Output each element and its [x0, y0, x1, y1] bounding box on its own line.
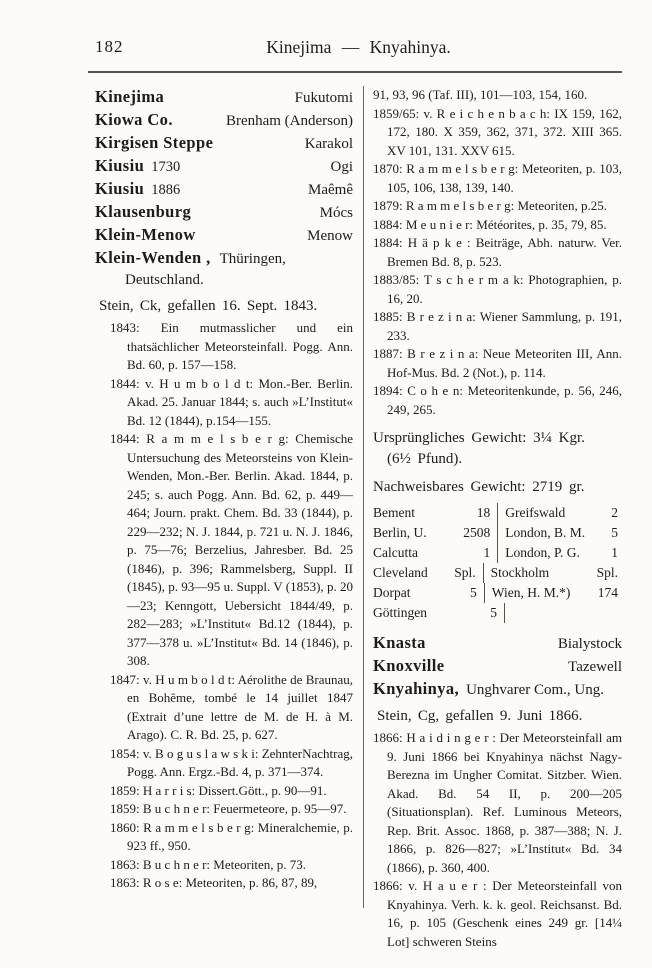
entry-year: 1866:	[373, 878, 403, 893]
entry-year: 1884:	[373, 235, 403, 250]
headword-row	[95, 155, 353, 178]
bibliography-entry	[110, 671, 353, 745]
headword-row-klein-wenden	[95, 247, 353, 270]
table-right-pair	[497, 523, 622, 543]
entry-year: 1859:	[110, 801, 140, 816]
entry-text: B r e z i n a: Wiener Sammlung, p. 191, 233.	[387, 309, 623, 343]
table-cell-value: 174	[597, 585, 618, 600]
table-right-pair	[497, 503, 622, 523]
entry-year: 1843:	[110, 320, 140, 335]
headword-row	[95, 109, 353, 132]
table-cell-value: 1	[483, 545, 491, 560]
entry-year: 1860:	[110, 819, 140, 835]
right-column	[373, 86, 622, 951]
headword-left	[95, 132, 213, 155]
headword-suffix: 1730	[151, 159, 181, 175]
table-right-pair	[483, 563, 622, 583]
entry-year: 1885:	[373, 309, 403, 324]
entry-text: B u c h n e r: Meteoriten, p. 73.	[142, 856, 307, 872]
headword-left	[95, 201, 191, 224]
headword-row	[373, 632, 622, 655]
entry-year: 1883/85:	[373, 272, 420, 287]
original-weight-line2: (6½ Pfund).	[387, 451, 463, 467]
headword-synonym: Brenham (Anderson)	[225, 113, 353, 129]
bibliography-entry	[110, 819, 353, 856]
headword-row	[95, 178, 353, 201]
table-cell-value: 2508	[463, 525, 491, 540]
headword-synonym: Fukutomi	[294, 90, 353, 106]
entry-year: 1879:	[373, 198, 403, 213]
table-cell-value: 5	[470, 585, 477, 600]
headword-synonym: Karakol	[304, 136, 353, 152]
entry-year: 1854:	[110, 745, 140, 761]
headword-left	[95, 178, 180, 201]
table-cell-place: London, P. G.	[505, 545, 580, 560]
bibliography-entry	[110, 745, 354, 782]
headword-location-line2: Deutschland.	[125, 272, 204, 288]
bibliography-entry	[373, 234, 622, 271]
entry-text: H a i d i n g e r : Der Meteorsteinfall am 9. Juni 1866 bei Knyahinya nächst Nagy-Berezna im Ungher Comitat. Sitzber. Wien. Akad. Bd. 54 II, p. 200—205 (Situationsplan). Ref. Luminous Meteors, Rep. Brit. Assoc. 1868, p. 387—388; N. J. 1866, p. 826—827; »L’Institut« Bd. 34 (1866), p. 360, 400.	[387, 730, 623, 875]
bibliography-entry	[373, 877, 622, 951]
table-row	[373, 603, 622, 623]
entry-year: 1866:	[373, 730, 403, 745]
headword-synonym: Bialystock	[557, 636, 622, 652]
table-cell-place: Bement	[373, 505, 415, 520]
entry-text: v. H u m b o l d t: Mon.-Ber. Berlin. Akad. 25. Januar 1844; s. auch »L’Institut« Bd. 12 (1844), p.154—155.	[127, 375, 353, 428]
headword-location: Unghvarer Com., Ung.	[466, 682, 604, 698]
entry-year: 1844:	[110, 375, 140, 391]
page-number: 182	[95, 37, 124, 56]
bibliography-entry	[373, 197, 622, 216]
table-cell-value: Spl.	[454, 565, 476, 580]
bibliography-entry	[373, 271, 623, 308]
bibliography-entry	[373, 160, 623, 197]
table-cell-value: 5	[611, 525, 618, 540]
headword-left	[95, 109, 173, 132]
table-row	[373, 563, 622, 583]
original-weight-line: Ursprüngliches Gewicht: 3¼ Kgr.	[373, 430, 585, 446]
headword-left	[95, 86, 164, 109]
bibliography-entry	[373, 382, 623, 419]
table-cell-place: Calcutta	[373, 545, 418, 560]
headword-name: Klein-Menow	[95, 225, 196, 244]
table-right-pair	[497, 543, 622, 563]
table-cell-place	[512, 603, 618, 623]
bibliography-entry	[373, 345, 623, 382]
headword-left	[95, 224, 196, 247]
entry-text: B r e z i n a: Neue Meteoriten III, Ann. Hof-Mus. Bd. 2 (Not.), p. 114.	[387, 346, 623, 380]
headword-row	[95, 201, 353, 224]
headword-location: Thüringen,	[219, 251, 286, 267]
table-cell-value: 18	[476, 505, 491, 520]
weight-distribution-table	[373, 503, 622, 623]
text-block	[95, 86, 622, 951]
table-right-pair	[484, 583, 622, 603]
entry-text: v. B o g u s l a w s k i: ZehnterNachtrag, Pogg. Ann. Ergz.-Bd. 4, p. 371—374.	[127, 745, 354, 779]
table-cell-place: Berlin, U.	[373, 525, 427, 540]
table-cell-place: Wien, H. M.*)	[491, 585, 571, 600]
headword-name: Klausenburg	[95, 202, 192, 221]
bibliography-entry	[373, 105, 622, 161]
entry-year: 1859:	[110, 782, 140, 798]
bibliography-entry	[373, 729, 623, 877]
table-cell-value: 1	[611, 545, 618, 560]
entry-text: M e u n i e r: Météorites, p. 35, 79, 85.	[405, 216, 607, 232]
entry-year: 1844:	[110, 431, 140, 446]
table-cell-value: 5	[490, 605, 497, 620]
bibliography-entry	[110, 430, 353, 671]
headword-name: Kiusiu	[95, 156, 145, 175]
headword-synonym: Mócs	[319, 205, 353, 221]
headword-suffix: 1886	[151, 182, 181, 198]
headword-name: Kirgisen Steppe	[95, 133, 214, 152]
table-row	[373, 543, 622, 563]
running-head: Kinejima — Knyahinya.	[266, 37, 451, 57]
left-column	[95, 86, 353, 951]
headword-left	[95, 155, 180, 178]
headword-name: Kiusiu	[95, 179, 145, 198]
entry-text: R a m m e l s b e r g: Meteoriten, p. 103, 105, 106, 138, 139, 140.	[387, 161, 623, 195]
bibliography-entry	[373, 308, 623, 345]
headword-name: Kiowa Co.	[95, 110, 173, 129]
entry-year: 1863:	[110, 875, 140, 890]
headword-synonym: Ogi	[330, 159, 353, 175]
table-cell-place: London, B. M.	[505, 525, 586, 540]
headword-row	[95, 86, 353, 109]
entry-text: v. H u m b o l d t: Aérolithe de Braunau, en Bohême, tombé le 14 juillet 1847 (Extrait d’une lettre de M. de H. à M. Arago). C. R. Bd. 25, p. 627.	[127, 671, 353, 742]
verified-weight-line: Nachweisbares Gewicht: 2719 gr.	[373, 479, 585, 495]
headword-name: Klein-Wenden ,	[95, 248, 211, 267]
fall-summary-line: Stein, Cg, gefallen 9. Juni 1866.	[377, 708, 583, 724]
bibliography-entry	[110, 319, 353, 375]
entry-year: 1887:	[373, 346, 403, 361]
headword-row	[373, 655, 622, 678]
table-cell-place: Greifswald	[505, 505, 566, 520]
headword-synonym: Menow	[307, 228, 353, 244]
headword-name: Knasta	[373, 633, 426, 652]
entry-year: 1847:	[110, 671, 140, 687]
entry-year: 1884:	[373, 216, 403, 232]
entry-text: Ein mutmasslicher und ein thatsächlicher Meteorsteinfall. Pogg. Ann. Bd. 60, p. 157—158.	[127, 320, 353, 372]
table-right-pair	[504, 603, 622, 623]
entry-text: T s c h e r m a k: Photographien, p. 16, 20.	[387, 272, 623, 306]
fall-summary-line: Stein, Ck, gefallen 16. Sept. 1843.	[99, 298, 318, 314]
headword-name: Knyahinya,	[373, 679, 460, 698]
bibliography-entry	[110, 782, 353, 801]
table-cell-place: Stockholm	[490, 565, 550, 580]
headword-row	[95, 224, 353, 247]
entry-text: v. R e i c h e n b a c h: IX 159, 162, 172, 180. X 359, 362, 371, 372. XIII 365. XV 101, 131. XXV 615.	[387, 105, 622, 158]
entry-text: R a m m e l s b e r g: Mineralchemie, p. 923 ff., 950.	[127, 819, 353, 853]
headword-name: Kinejima	[95, 87, 165, 106]
headword-synonym: Maêmê	[308, 182, 353, 198]
table-cell-place: Dorpat	[373, 585, 411, 600]
bibliography-entry	[110, 856, 353, 875]
entry-year: 1859/65:	[373, 105, 420, 121]
entry-year: 1870:	[373, 161, 403, 176]
table-row	[373, 523, 622, 543]
headword-name: Knoxville	[373, 656, 445, 675]
entry-continuation-line: 91, 93, 96 (Taf. III), 101—103, 154, 160.	[373, 87, 588, 102]
table-row	[373, 583, 622, 603]
table-cell-place: Cleveland	[373, 565, 428, 580]
entry-text: R a m m e l s b e r g: Chemische Untersuchung des Meteorsteins von Klein-Wenden, Mon.-Ber. Berlin. Akad. 1844, p. 245; s. auch Pogg. Ann. Bd. 62, p. 449—464; Journ. prakt. Chem. Bd. 33 (1844), p. 229—232; N. J. 1844, p. 721 u. N. J. 1846, p. 75—76; Berzelius, Jahresber. Bd. 25 (1846), p. 396; Rammelsberg, Suppl. II (1845), p. 93—95 u. Suppl. V (1853), p. 20—23; Kenngott, Uebersicht 1844/49, p. 282—283; »L’Institut« Bd.12 (1844), p. 377—378 u. »L’Institut« Bd. 14 (1846), p. 308.	[127, 431, 353, 668]
table-cell-value	[618, 603, 622, 623]
entry-text: v. H a u e r : Der Meteorsteinfall von Knyahinya. Verh. k. k. geol. Reichsanst. Bd. 16, p. 105 (Geschenk eines 249 gr. [14¼ Lot] schweren Steins	[387, 878, 622, 949]
entry-text: R a m m e l s b e r g: Meteoriten, p.25.	[405, 198, 607, 213]
bibliography-entry	[110, 375, 353, 431]
entry-text: B u c h n e r: Feuermeteore, p. 95—97.	[142, 801, 347, 816]
headword-synonym: Tazewell	[568, 659, 622, 675]
table-cell-value: Spl.	[596, 565, 618, 580]
headword-row	[95, 132, 353, 155]
bibliography-entry	[373, 216, 622, 235]
headword-row-knyahinya	[373, 678, 622, 701]
entry-year: 1863:	[110, 856, 140, 872]
header-rule	[88, 71, 622, 73]
entry-text: R o s e: Meteoriten, p. 86, 87, 89,	[142, 875, 318, 890]
entry-text: C o h e n: Meteoritenkunde, p. 56, 246, 249, 265.	[387, 383, 623, 417]
entry-year: 1894:	[373, 383, 403, 398]
entry-text: H ä p k e : Beiträge, Abh. naturw. Ver. Bremen Bd. 8, p. 523.	[387, 235, 622, 269]
headword-group	[373, 632, 622, 701]
bibliography-entry	[110, 874, 353, 893]
entry-text: H a r r i s: Dissert.Gött., p. 90—91.	[142, 782, 327, 798]
table-cell-value: 2	[611, 505, 618, 520]
table-cell-place: Göttingen	[373, 605, 427, 620]
bibliography-entry	[110, 800, 353, 819]
table-row	[373, 503, 622, 523]
